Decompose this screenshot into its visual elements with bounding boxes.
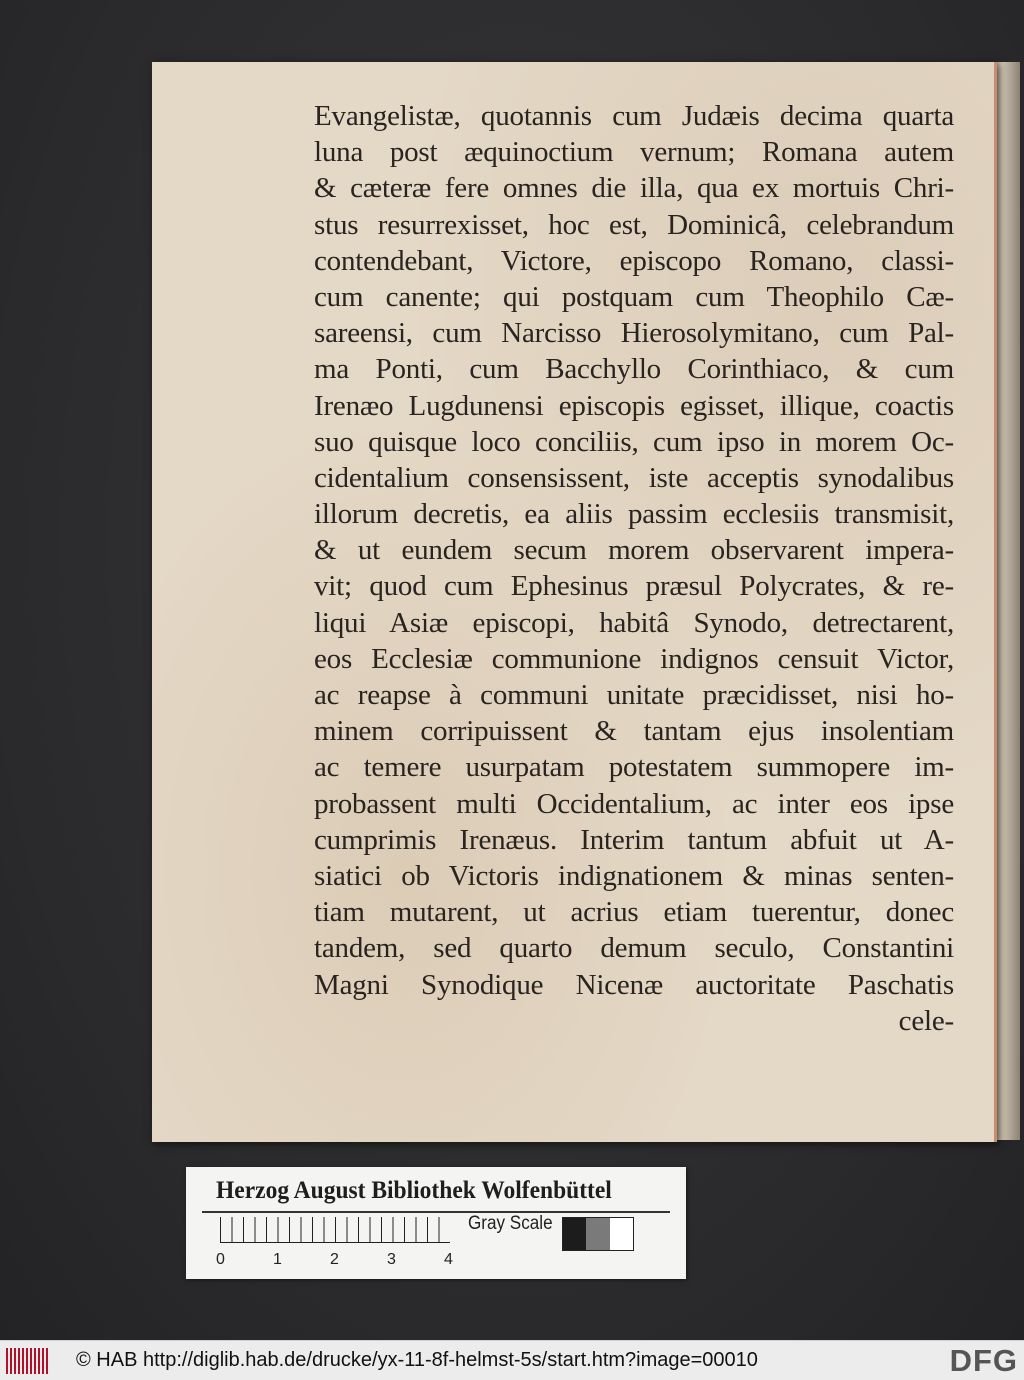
gray-scale-swatches [562, 1217, 634, 1251]
text-line: cidentalium consensissent, iste acceptis synodalibus [314, 461, 954, 494]
text-line: ma Ponti, cum Bacchyllo Corinthiaco, & cum [314, 353, 954, 386]
text-line: ac temere usurpatam potestatem summopere im- [314, 751, 954, 784]
copyright-url[interactable]: © HAB http://diglib.hab.de/drucke/yx-11-8f-helmst-5s/start.htm?image=00010 [76, 1349, 758, 1371]
text-line: contendebant, Victore, episcopo Romano, classi- [314, 244, 954, 277]
text-line: sareensi, cum Narcisso Hierosolymitano, cum Pal- [314, 317, 954, 350]
text-line: ac reapse à communi unitate præcidisset, nisi ho- [314, 679, 954, 711]
text-line: Irenæo Lugdunensi episcopis egisset, illique, coactis [314, 389, 954, 422]
text-line: stus resurrexisset, hoc est, Dominicâ, celebrandum [314, 208, 954, 241]
text-line: minem corripuissent & tantam ejus insolentiam [314, 715, 954, 748]
gray-scale-label: Gray Scale [468, 1213, 553, 1234]
text-line: eos Ecclesiæ communione indignos censuit Victor, [314, 642, 954, 675]
ruler-number: 0 [216, 1251, 225, 1268]
text-line: cum canente; qui postquam cum Theophilo Cæ- [314, 280, 954, 313]
gray-swatch [610, 1218, 633, 1250]
text-line: probassent multi Occidentalium, ac inter eos ipse [314, 787, 954, 820]
text-line: vit; quod cum Ephesinus præsul Polycrates, & re- [314, 570, 954, 603]
text-line: suo quisque loco conciliis, cum ipso in morem Oc- [314, 425, 954, 458]
scale-divider [202, 1211, 670, 1213]
hab-barcode-icon [6, 1348, 48, 1374]
text-line: siatici ob Victoris indignationem & minas senten- [314, 859, 954, 892]
text-line: & cæteræ fere omnes die illa, qua ex mortuis Chri- [314, 172, 954, 205]
ruler-number: 4 [444, 1251, 453, 1268]
ruler-number: 2 [330, 1251, 339, 1268]
ruler-number: 1 [273, 1251, 282, 1268]
catchword: cele- [898, 1004, 954, 1037]
ruler-number: 3 [387, 1251, 396, 1268]
text-line: Evangelistæ, quotannis cum Judæis decima quarta [314, 100, 954, 132]
text-line: & ut eundem secum morem observarent impera- [314, 534, 954, 567]
footer-bar [0, 1340, 1024, 1380]
library-name: Herzog August Bibliothek Wolfenbüttel [216, 1177, 612, 1204]
text-line: Magni Synodique Nicenæ auctoritate Paschatis [314, 968, 954, 1001]
dfg-logo: DFG [949, 1343, 1018, 1378]
text-line: luna post æquinoctium vernum; Romana autem [314, 136, 954, 169]
ruler-numbers [216, 1251, 456, 1271]
page-text [314, 98, 954, 1039]
gray-swatch [563, 1218, 586, 1250]
ruler [220, 1217, 450, 1243]
color-scale-card [186, 1167, 686, 1279]
text-line: tandem, sed quarto demum seculo, Constantini [314, 932, 954, 965]
text-line: illorum decretis, ea aliis passim ecclesiis transmisit, [314, 498, 954, 531]
text-line: cumprimis Irenæus. Interim tantum abfuit ut A- [314, 823, 954, 856]
text-line: tiam mutarent, ut acrius etiam tuerentur, donec [314, 896, 954, 929]
text-line: liqui Asiæ episcopi, habitâ Synodo, detrectarent, [314, 606, 954, 639]
gray-swatch [586, 1218, 609, 1250]
